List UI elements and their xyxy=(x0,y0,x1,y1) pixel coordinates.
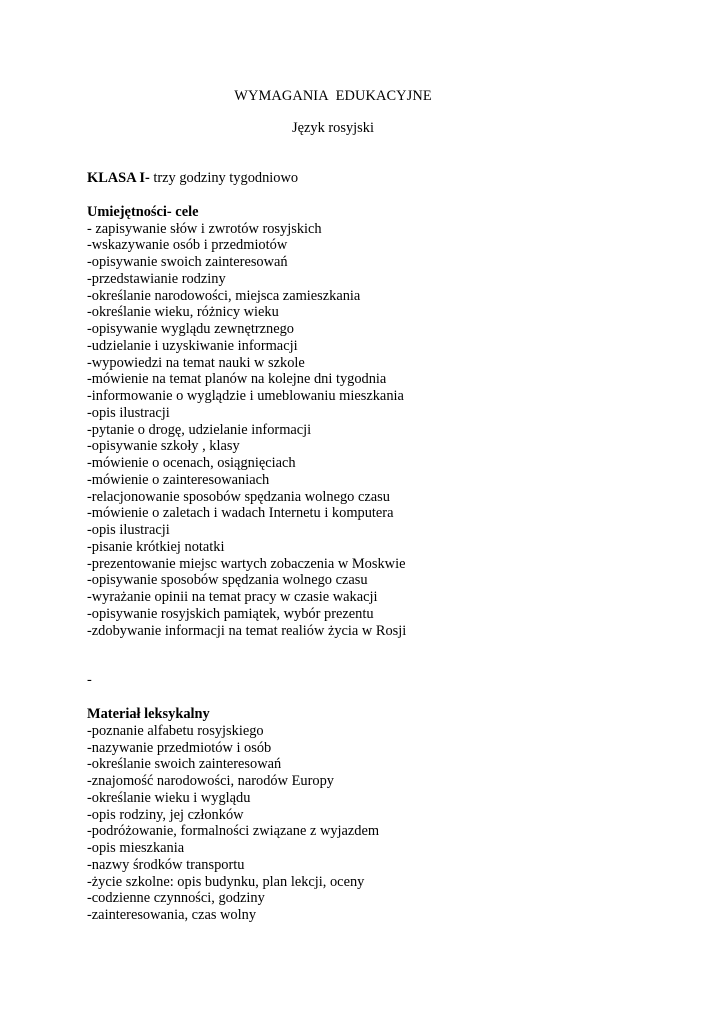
list-item: -opis ilustracji xyxy=(87,404,170,421)
list-item: -podróżowanie, formalności związane z wyjazdem xyxy=(87,823,380,840)
lexical-heading: Materiał leksykalny xyxy=(87,706,210,722)
list-item: -opisywanie sposobów spędzania wolnego czasu xyxy=(87,572,368,589)
document-title: WYMAGANIA EDUKACYJNE xyxy=(234,88,432,104)
list-item: -informowanie o wyglądzie i umeblowaniu mieszkania xyxy=(87,388,404,405)
list-item: -określanie narodowości, miejsca zamieszkania xyxy=(87,287,361,304)
list-item: -opisywanie swoich zainteresowań xyxy=(87,254,288,271)
lexical-section xyxy=(87,706,687,924)
skills-heading: Umiejętności- cele xyxy=(87,203,199,220)
list-item: -udzielanie i uzyskiwanie informacji xyxy=(87,337,298,354)
list-item: -pytanie o drogę, udzielanie informacji xyxy=(87,421,312,438)
list-item: -codzienne czynności, godziny xyxy=(87,890,265,907)
list-item: -mówienie na temat planów na kolejne dni tygodnia xyxy=(87,371,387,388)
list-item: -życie szkolne: opis budynku, plan lekcji, oceny xyxy=(87,873,365,890)
list-item: -zainteresowania, czas wolny xyxy=(87,907,257,924)
list-item: -znajomość narodowości, narodów Europy xyxy=(87,773,334,790)
list-item: -poznanie alfabetu rosyjskiego xyxy=(87,722,264,739)
class-heading xyxy=(87,170,687,187)
list-item: -mówienie o zainteresowaniach xyxy=(87,471,270,488)
list-item: -określanie wieku i wyglądu xyxy=(87,789,251,806)
list-item: -pisanie krótkiej notatki xyxy=(87,538,225,555)
list-item: -mówienie o zaletach i wadach Internetu i komputera xyxy=(87,505,394,522)
list-item: -określanie wieku, różnicy wieku xyxy=(87,304,279,321)
class-section xyxy=(87,170,687,639)
lexical-list xyxy=(87,723,687,924)
class-heading-text: trzy godziny tygodniowo xyxy=(149,170,299,186)
list-item: -opis ilustracji xyxy=(87,522,170,539)
document-subtitle: Język rosyjski xyxy=(292,120,374,136)
list-item: -relacjonowanie sposobów spędzania wolnego czasu xyxy=(87,488,390,505)
list-item: -mówienie o ocenach, osiągnięciach xyxy=(87,455,296,472)
list-item: -opisywanie rosyjskich pamiątek, wybór prezentu xyxy=(87,605,374,622)
list-item: -wyrażanie opinii na temat pracy w czasie wakacji xyxy=(87,589,378,606)
list-item: -opis mieszkania xyxy=(87,840,185,857)
list-item: -opisywanie szkoły , klasy xyxy=(87,438,240,455)
list-item: -nazywanie przedmiotów i osób xyxy=(87,739,272,756)
list-item: -przedstawianie rodziny xyxy=(87,270,226,287)
list-item: -prezentowanie miejsc wartych zobaczenia w Moskwie xyxy=(87,555,406,572)
list-item: -nazwy środków transportu xyxy=(87,856,245,873)
class-heading-label: KLASA I- xyxy=(87,170,150,186)
skills-list xyxy=(87,221,687,640)
list-item: - zapisywanie słów i zwrotów rosyjskich xyxy=(87,220,322,237)
list-item: -wypowiedzi na temat nauki w szkole xyxy=(87,354,305,371)
list-item: -zdobywanie informacji na temat realiów życia w Rosji xyxy=(87,622,407,639)
lone-dash: - xyxy=(87,672,92,688)
list-item: -opisywanie wyglądu zewnętrznego xyxy=(87,321,294,338)
list-item: -wskazywanie osób i przedmiotów xyxy=(87,237,288,254)
list-item: -opis rodziny, jej członków xyxy=(87,806,244,823)
list-item: -określanie swoich zainteresowań xyxy=(87,756,282,773)
